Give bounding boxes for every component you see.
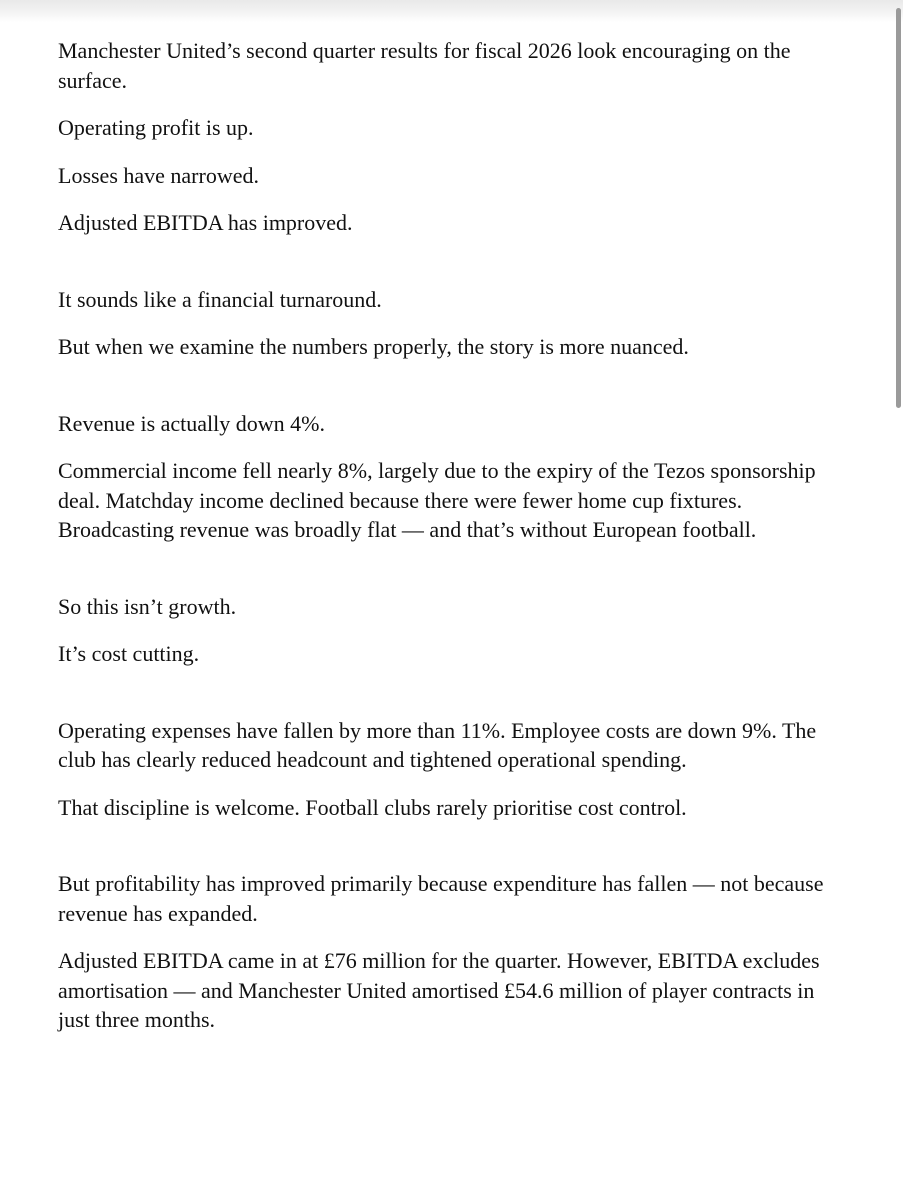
paragraph-not-growth: So this isn’t growth. [58, 593, 237, 619]
paragraph-cost-cutting: It’s cost cutting. [58, 641, 200, 666]
paragraph-turnaround: It sounds like a financial turnaround. [58, 286, 382, 312]
article-body [58, 36, 838, 1035]
scrollbar[interactable] [891, 0, 903, 1200]
paragraph-profitability: But profitability has improved primarily because expenditure has fallen — not because revenue has expanded. [58, 871, 824, 926]
paragraph-nuanced: But when we examine the numbers properly, the story is more nuanced. [58, 334, 689, 359]
scrollbar-thumb[interactable] [896, 8, 901, 408]
paragraph-income-breakdown: Commercial income fell nearly 8%, largely due to the expiry of the Tezos sponsorship deal. Matchday income declined because there were fewer home cup fixtures. Broadcasting revenue was broadly flat — and that’s without European football. [58, 458, 816, 542]
paragraph-revenue-down: Revenue is actually down 4%. [58, 410, 325, 436]
paragraph-operating-profit: Operating profit is up. [58, 115, 254, 140]
top-fade-edge [0, 0, 903, 22]
paragraph-adjusted-ebitda: Adjusted EBITDA came in at £76 million for the quarter. However, EBITDA excludes amortisation — and Manchester United amortised £54.6 million of player contracts in just three months. [58, 948, 820, 1032]
paragraph-operating-expenses: Operating expenses have fallen by more than 11%. Employee costs are down 9%. The club has clearly reduced headcount and tightened operational spending. [58, 717, 817, 772]
paragraph-intro: Manchester United’s second quarter results for fiscal 2026 look encouraging on the surface. [58, 38, 791, 93]
paragraph-ebitda-improved: Adjusted EBITDA has improved. [58, 210, 353, 235]
paragraph-losses: Losses have narrowed. [58, 162, 259, 188]
paragraph-discipline: That discipline is welcome. Football clubs rarely prioritise cost control. [58, 794, 687, 820]
